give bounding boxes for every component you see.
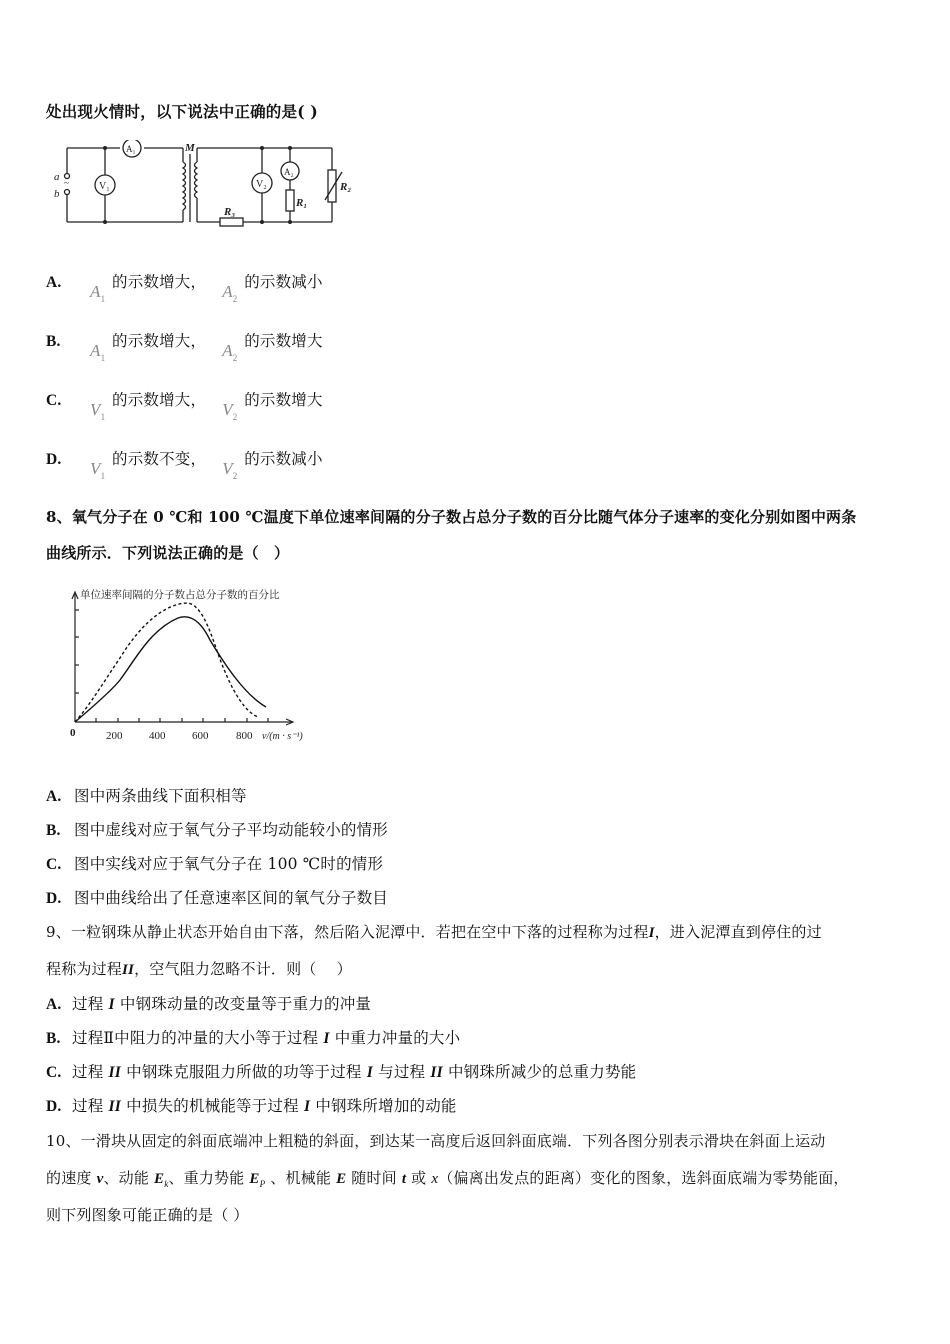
svg-text:V₁: V₁ [99,181,110,192]
q8-option-c[interactable] [46,854,383,875]
svg-text:b: b [54,188,60,200]
q10-stem-line1: 10、一滑块从固定的斜面底端冲上粗糙的斜面，到达某一高度后返回斜面底端．下列各图分别表示滑块在斜面上运动 [46,1132,826,1150]
option-text: 的示数增大， [112,332,207,350]
solid-curve [75,617,266,722]
svg-text:R₃: R₃ [224,206,236,218]
voltmeter-v1-symbol: $V_1$ [90,459,106,482]
q7-option-c[interactable] [46,390,323,423]
q8-option-a[interactable] [46,786,247,807]
svg-text:M: M [185,142,195,154]
option-text: 图中虚线对应于氧气分子平均动能较小的情形 [74,821,389,839]
option-text: 图中曲线给出了任意速率区间的氧气分子数目 [74,889,389,907]
q10-stem-line2: 的速度 v、动能 $E_k$、重力势能 $E_P$ 、机械能 E 随时间 t 或 x（偏离出发点的距离）变化的图象，选斜面底端为零势能面， [46,1169,849,1189]
option-text: 的示数减小 [244,450,323,468]
option-letter: B. [46,333,61,350]
svg-text:800: 800 [236,730,253,742]
q8-option-b[interactable] [46,820,388,841]
option-letter: C. [46,392,62,409]
option-letter: A. [46,788,62,805]
svg-text:R₂: R₂ [340,181,352,193]
voltmeter-v2-symbol: $V_2$ [222,459,238,482]
ammeter-a1-symbol: $A_1$ [90,282,106,305]
option-text: 的示数增大， [112,273,207,291]
option-letter: C. [46,856,62,873]
ammeter-a2-symbol: $A_2$ [222,282,238,305]
svg-text:a: a [54,171,60,183]
q7-option-a[interactable] [46,272,323,305]
option-text: 的示数增大 [244,332,323,350]
option-text: 的示数减小 [244,273,323,291]
q9-stem-line1: 9、一粒钢珠从静止状态开始自由下落，然后陷入泥潭中．若把在空中下落的过程称为过程I，进入泥潭直到停住的过 [46,923,822,941]
svg-text:A₂: A₂ [284,167,294,177]
q9-option-d[interactable]: D. 过程 II 中损失的机械能等于过程 I 中钢珠所增加的动能 [46,1097,457,1115]
option-text: 的示数增大， [112,391,207,409]
q7-option-d[interactable] [46,449,323,482]
option-text: 的示数增大 [244,391,323,409]
svg-text:600: 600 [192,730,209,742]
option-letter: D. [46,451,62,468]
option-letter: D. [46,1098,62,1115]
q9-option-c[interactable]: C. 过程 II 中钢珠克服阻力所做的功等于过程 I 与过程 II 中钢珠所减少的总重力势能 [46,1063,637,1081]
option-letter: A. [46,274,62,291]
q7-stem: 处出现火情时，以下说法中正确的是( ) [46,102,318,121]
q9-stem-line2: 程称为过程II，空气阻力忽略不计．则（ ） [46,960,352,978]
option-letter: A. [46,996,62,1013]
option-letter: C. [46,1064,62,1081]
svg-text:0: 0 [70,727,76,739]
svg-text:单位速率间隔的分子数占总分子数的百分比: 单位速率间隔的分子数占总分子数的百分比 [80,589,280,601]
q9-option-a[interactable]: A. 过程 I 中钢珠动量的改变量等于重力的冲量 [46,995,372,1013]
option-letter: B. [46,822,61,839]
svg-text:A₁: A₁ [126,144,136,154]
option-letter: D. [46,890,62,907]
dashed-curve [75,603,258,722]
q8-stem-line2: 曲线所示．下列说法正确的是（ ） [46,544,290,562]
svg-text:400: 400 [149,730,166,742]
q10-stem-line3: 则下列图象可能正确的是（ ） [46,1206,249,1224]
svg-text:R₁: R₁ [296,197,308,209]
svg-text:200: 200 [106,730,123,742]
svg-text:~: ~ [64,178,69,188]
q7-circuit-diagram [50,140,370,230]
ammeter-a2-symbol: $A_2$ [222,341,238,364]
option-letter: B. [46,1030,61,1047]
option-text: 的示数不变， [112,450,207,468]
option-text: 图中实线对应于氧气分子在 100 ℃时的情形 [74,855,384,873]
voltmeter-v1-symbol: $V_1$ [90,400,106,423]
q8-maxwell-distribution-chart [55,582,355,752]
q9-option-b[interactable]: B. 过程Ⅱ中阻力的冲量的大小等于过程 I 中重力冲量的大小 [46,1029,461,1047]
svg-text:v/(m · s⁻¹): v/(m · s⁻¹) [262,731,303,742]
q7-option-b[interactable] [46,331,323,364]
q8-stem-line1: 8、氧气分子在 0 ℃和 100 ℃温度下单位速率间隔的分子数占总分子数的百分比随气体分子速率的变化分别如图中两条 [46,508,857,526]
voltmeter-v2-symbol: $V_2$ [222,400,238,423]
option-text: 图中两条曲线下面积相等 [74,787,247,805]
svg-text:V₂: V₂ [256,179,267,190]
ammeter-a1-symbol: $A_1$ [90,341,106,364]
q8-option-d[interactable] [46,888,388,909]
